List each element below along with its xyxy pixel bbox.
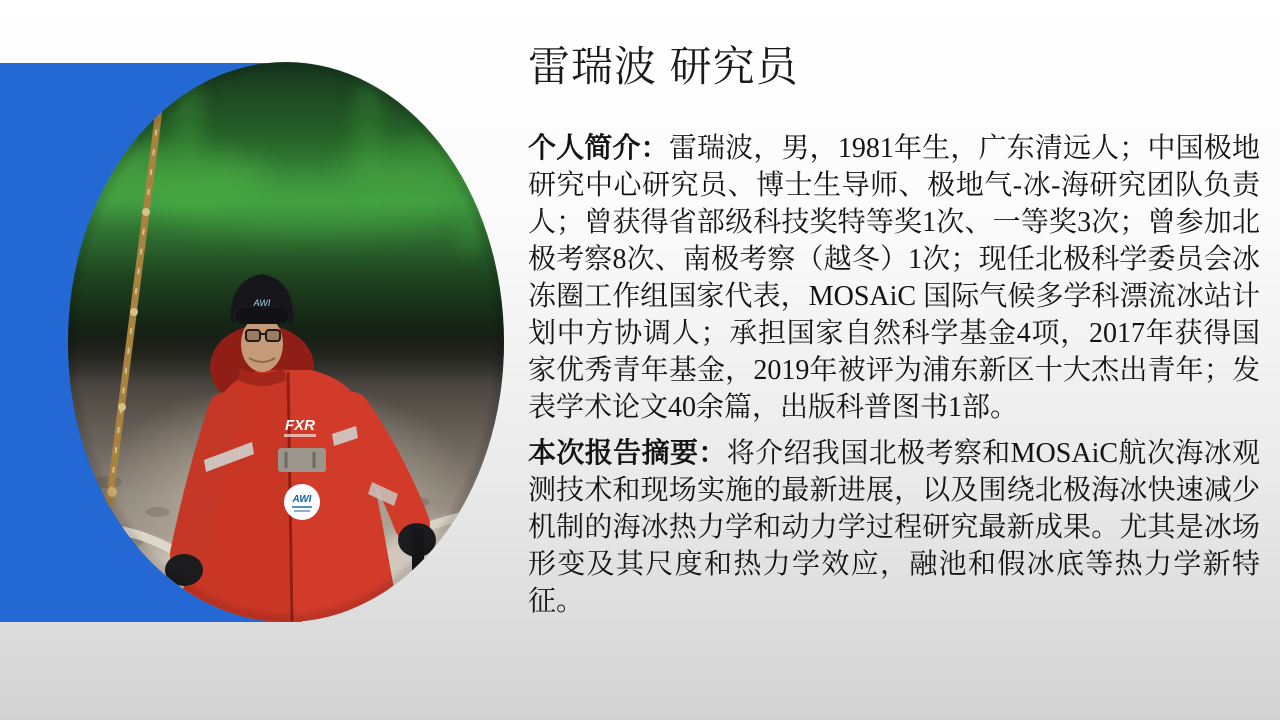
face <box>241 316 283 372</box>
bio-label: 个人简介： <box>528 133 669 164</box>
text-column <box>528 44 1260 620</box>
abstract-label: 本次报告摘要： <box>528 438 727 469</box>
page-title: 雷瑞波 研究员 <box>528 43 799 90</box>
beanie-band <box>236 308 288 324</box>
badge-logo-text: AWI <box>292 494 312 505</box>
abstract-text: 将介绍我国北极考察和MOSAiC航次海冰观测技术和现场实施的最新进展，以及围绕北极海冰快速减少机制的海冰热力学和动力学过程研究最新成果。尤其是冰场形变及其尺度和热力学效应，融池和假冰底等热力学新特征。 <box>528 438 1260 617</box>
portrait-photo <box>68 62 504 622</box>
bio-paragraph <box>528 130 1260 426</box>
jacket-brand-underline <box>284 434 316 437</box>
bio-text: 雷瑞波，男，1981年生，广东清远人；中国极地研究中心研究员、博士生导师、极地气-冰-海研究团队负责人；曾获得省部级科技奖特等奖1次、一等奖3次；曾参加北极考察8次、南极考察（越冬）1次；现任北极科学委员会冰冻圈工作组国家代表，MOSAiC 国际气候多学科漂流冰站计划中方协调人；承担国家自然科学基金4项，2017年获得国家优秀青年基金，2019年被评为浦东新区十大杰出青年；发表学术论文40余篇，出版科普图书1部。 <box>528 133 1260 423</box>
portrait-photo-illustration <box>68 62 504 622</box>
jacket-brand-text: FXR <box>285 417 315 434</box>
abstract-paragraph <box>528 435 1260 620</box>
hat-logo-text: AWI <box>253 298 271 308</box>
